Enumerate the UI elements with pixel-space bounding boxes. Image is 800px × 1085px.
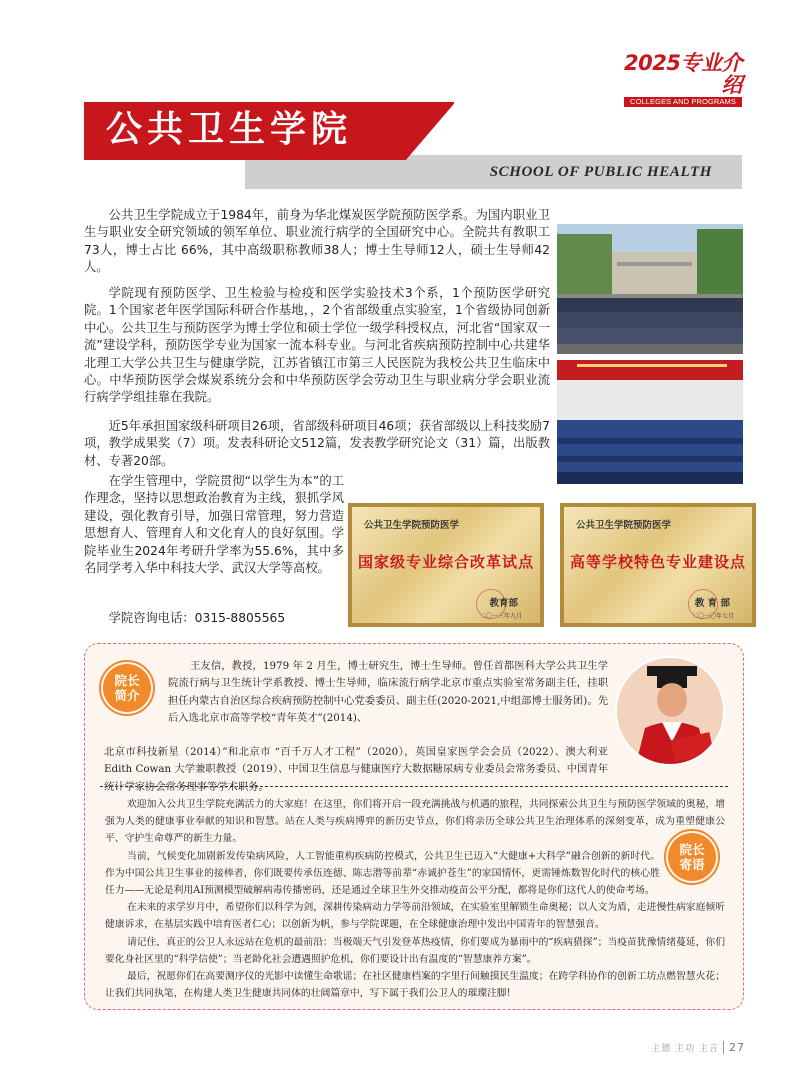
- footer-motto: 主德 主功 主言: [651, 1044, 719, 1054]
- page-subtitle-en: SCHOOL OF PUBLIC HEALTH: [489, 164, 712, 180]
- page-number: 27: [723, 1041, 745, 1054]
- dean-message-paragraph: 请记住，真正的公卫人永远站在危机的最前沿：当极端天气引发登革热疫情，你们要成为暴雨中的“疾病猎探”；当疫苗犹豫情绪蔓延，你们要化身社区里的“科学信使”；当老龄化社会遭遇照护危机，你们要设计出有温度的“智慧康养方案”。: [105, 936, 725, 965]
- lecture-photo: [557, 360, 743, 484]
- dean-divider: [100, 786, 728, 787]
- plaque-2-issuer: 教 育 部: [694, 598, 730, 609]
- plaque-1-issuer: 教育部: [489, 598, 518, 609]
- header-brand: [624, 52, 742, 107]
- header-year-label: 2025专业介绍: [624, 51, 742, 97]
- page-footer: [651, 1041, 745, 1054]
- intro-paragraph-2: 学院现有预防医学、卫生检验与检疫和医学实验技术3个系，1个预防医学研究院。1个国家老年医学国际科研合作基地，，2个省部级重点实验室，1个省级协同创新中心。公共卫生与预防医学为博士学位和硕士学位一级学科授权点，河北省“国家双一流”建设学科，预防医学专业为国家一流本科专业。与河北省疾病预防控制中心共建华北理工大学公共卫生与健康学院，江苏省镇江市第三人民医院为我校公共卫生临床中心。中华预防医学会煤炭系统分会和中华预防医学会劳动卫生与职业病分学会职业流行病学学组挂靠在我院。: [84, 286, 550, 405]
- plaque-featured-major: [560, 503, 756, 627]
- dean-profile-badge: [103, 664, 151, 712]
- dean-portrait: [615, 656, 725, 766]
- plaque-1-title: 国家级专业综合改革试点: [358, 553, 535, 571]
- dean-message-paragraph: 当前，气候变化加剧新发传染病风险，人工智能重构疾病防控模式，公共卫生已迈入“大健康+大科学”融合创新的新时代。作为中国公共卫生事业的接棒者，你们既要传承伍连德、陈志潜等前辈“赤诚护苍生”的家国情怀，更需锤炼数智化时代的核心胜任力——无论是利用AI预测模型破解病毒传播密码，还是通过全球卫生外交推动疫苗公平分配，都将是你们这代人的使命考场。: [105, 850, 660, 897]
- header-subtitle: COLLEGES AND PROGRAMS: [624, 97, 742, 107]
- plaque-2-header: 公共卫生学院预防医学: [576, 520, 672, 531]
- dean-message-paragraph: 在未来的求学岁月中，希望你们以科学为剑，深耕传染病动力学等前沿领域，在实验室里解锁生命奥秘；以人文为盾，走进慢性病家庭倾听健康诉求，在基层实践中培育医者仁心；以创新为帆，参与学院课题，在全球健康治理中发出中国青年的智慧强音。: [105, 902, 725, 931]
- page-title: 公共卫生学院: [106, 109, 353, 150]
- dean-bio-a: 王友信，教授，1979 年 2 月生，博士研究生，博士生导师。曾任首都医科大学公共卫生学院流行病与卫生统计学系教授、博士生导师，临床流行病学北京市重点实验室常务副主任，挂职担任内蒙古自治区综合疾病预防控制中心党委委员、副主任(2020-2021,中组部博士服务团)。先后入选北京市高等学校“青年英才”(2014)、: [168, 660, 608, 724]
- intro-paragraph-4: 在学生管理中，学院贯彻“以学生为本”的工作理念，坚持以思想政治教育为主线，狠抓学风建设，强化教育引导，加强日常管理，努力营造思想育人、管理育人和文化育人的良好氛围。学院毕业生2024年考研升学率为55.6%，其中多名同学考入华中科技大学、武汉大学等高校。: [84, 474, 344, 576]
- plaque-2-date: 二〇一〇年七月: [691, 613, 734, 620]
- plaque-1-header: 公共卫生学院预防医学: [364, 520, 460, 531]
- dean-message-paragraph: 欢迎加入公共卫生学院充满活力的大家庭！在这里，你们将开启一段充满挑战与机遇的旅程，共同探索公共卫生与预防医学领域的奥秘，增强为人类的健康事业奉献的知识和智慧。站在人类与疾病博弈的新历史节点，你们将亲历全球公共卫生治理体系的深刻变革，成为重塑健康公平、守护生命尊严的新生力量。: [105, 799, 725, 845]
- dean-profile-badge-text: 院长 简介: [114, 673, 140, 703]
- plaque-2-title: 高等学校特色专业建设点: [570, 553, 747, 571]
- dean-bio-b: 北京市科技新星（2014）”和北京市 “百千万人才工程”（2020），英国皇家医学会会员（2022）、澳大利亚 Edith Cowan 大学兼职教授（2019）、中国卫生信息与健康医疗大数据糖尿病专业委员会常务委员、中国青年统计学家协会常务理事等学术职务。: [104, 746, 608, 793]
- dean-message-badge-text: 院长 寄语: [679, 842, 705, 872]
- contact-line: 学院咨询电话：0315-8805565: [108, 611, 286, 625]
- dean-message-paragraph: 最后，祝愿你们在高要测序仪的光影中读懂生命歌谣；在社区健康档案的字里行间触摸民生温度；在跨学科协作的创新工坊点燃智慧火花；让我们共同执笔，在构建人类卫生健康共同体的壮阔篇章中，写下属于我们公卫人的璀璨注脚!: [105, 971, 725, 1000]
- group-photo: [557, 224, 743, 354]
- intro-paragraph-3: 近5年承担国家级科研项目26项，省部级科研项目46项；获省部级以上科技奖励7项，教学成果奖（7）项。发表科研论文512篇，发表教学研究论文（31）篇，出版教材、专著20部。: [84, 419, 550, 468]
- plaque-1-date: 二〇一三年九月: [479, 613, 522, 620]
- dean-message-badge: [668, 833, 716, 881]
- plaque-national-reform: [348, 503, 544, 627]
- intro-paragraph-1: 公共卫生学院成立于1984年，前身为华北煤炭医学院预防医学系。为国内职业卫生与职业安全研究领域的领军单位、职业流行病学的全国研究中心。全院共有教职工73人，博士占比 66%，其中高级职称教师38人；博士生导师12人，硕士生导师42人。: [84, 208, 550, 275]
